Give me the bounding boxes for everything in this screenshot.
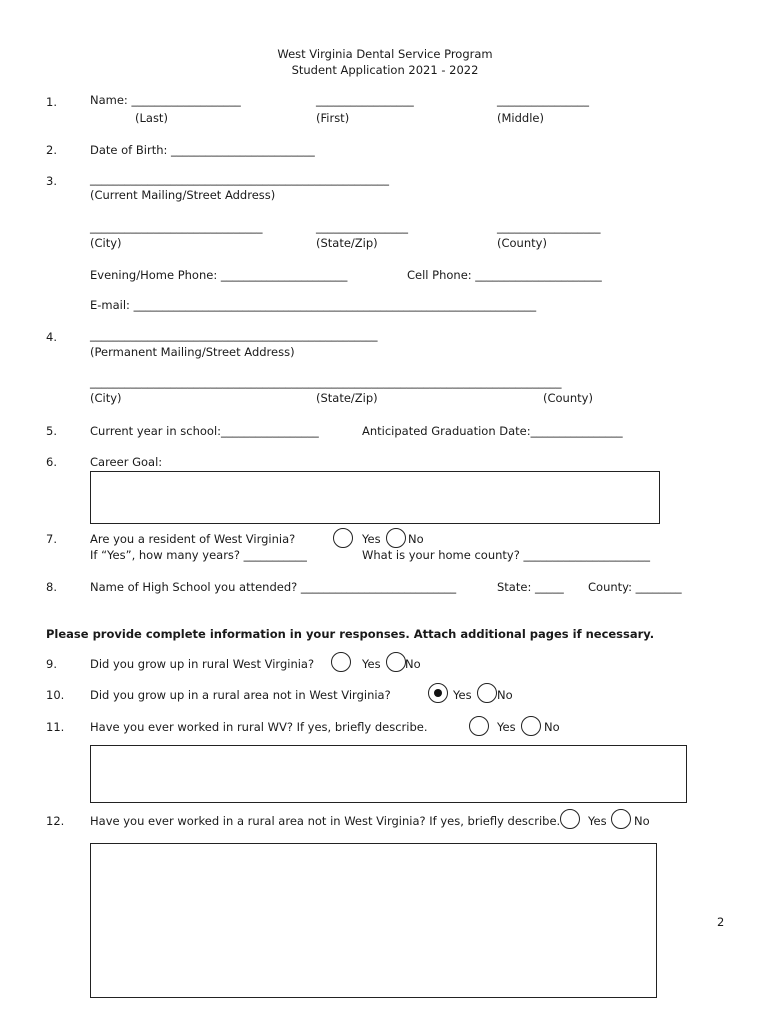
q9-number: 9. xyxy=(46,657,57,671)
form-subtitle: Student Application 2021 - 2022 xyxy=(291,63,479,77)
q10-yes-radio[interactable] xyxy=(428,683,448,703)
q12-no-label: No xyxy=(634,814,650,828)
high-school-field[interactable]: Name of High School you attended? ___________________________ xyxy=(90,580,457,594)
q7-no-label: No xyxy=(408,532,424,546)
current-city-caption: (City) xyxy=(90,236,122,250)
q7-yes-label: Yes xyxy=(362,532,381,546)
current-year-field[interactable]: Current year in school:_________________ xyxy=(90,424,319,438)
permanent-city-caption: (City) xyxy=(90,391,122,405)
current-county-field[interactable]: __________________ xyxy=(497,220,601,234)
current-state-caption: (State/Zip) xyxy=(316,236,378,250)
q11-yes-radio[interactable] xyxy=(469,716,489,736)
q7-no-radio[interactable] xyxy=(386,528,406,548)
q12-yes-label: Yes xyxy=(588,814,607,828)
q3-number: 3. xyxy=(46,174,57,188)
permanent-city-state-county-field[interactable]: __________________________________________________________________________________ xyxy=(90,375,562,389)
q9-yes-label: Yes xyxy=(362,657,381,671)
q7-question: Are you a resident of West Virginia? xyxy=(90,532,296,546)
q10-no-radio[interactable] xyxy=(477,683,497,703)
permanent-address-caption: (Permanent Mailing/Street Address) xyxy=(90,345,295,359)
q4-number: 4. xyxy=(46,330,57,344)
last-name-field[interactable]: Name: ___________________ xyxy=(90,93,241,107)
q12-no-radio[interactable] xyxy=(611,809,631,829)
high-school-county-field[interactable]: County: ________ xyxy=(588,580,682,594)
residency-years-field[interactable]: If “Yes”, how many years? ___________ xyxy=(90,548,307,562)
last-name-caption: (Last) xyxy=(135,111,168,125)
home-phone-field[interactable]: Evening/Home Phone: ______________________ xyxy=(90,268,348,282)
q9-yes-radio[interactable] xyxy=(331,652,351,672)
career-goal-textarea[interactable] xyxy=(90,471,660,524)
page-number: 2 xyxy=(717,915,725,929)
permanent-county-caption: (County) xyxy=(543,391,593,405)
q12-number: 12. xyxy=(46,814,65,828)
rural-wv-work-textarea[interactable] xyxy=(90,745,687,803)
rural-non-wv-work-textarea[interactable] xyxy=(90,843,657,998)
permanent-state-caption: (State/Zip) xyxy=(316,391,378,405)
q11-yes-label: Yes xyxy=(497,720,516,734)
q10-yes-label: Yes xyxy=(453,688,472,702)
q9-no-radio[interactable] xyxy=(386,652,406,672)
form-title: West Virginia Dental Service Program xyxy=(277,47,493,61)
date-of-birth-field[interactable]: Date of Birth: _________________________ xyxy=(90,143,315,157)
q9-no-label: No xyxy=(405,657,421,671)
q8-number: 8. xyxy=(46,580,57,594)
q6-number: 6. xyxy=(46,455,57,469)
q9-question: Did you grow up in rural West Virginia? xyxy=(90,657,315,671)
q10-question: Did you grow up in a rural area not in West Virginia? xyxy=(90,688,391,702)
instructions-text: Please provide complete information in your responses. Attach additional pages if necessary. xyxy=(46,627,655,641)
current-county-caption: (County) xyxy=(497,236,547,250)
q11-number: 11. xyxy=(46,720,65,734)
q7-number: 7. xyxy=(46,532,57,546)
middle-name-field[interactable]: ________________ xyxy=(497,93,589,107)
graduation-date-field[interactable]: Anticipated Graduation Date:________________ xyxy=(362,424,623,438)
q11-no-radio[interactable] xyxy=(521,716,541,736)
q5-number: 5. xyxy=(46,424,57,438)
high-school-state-field[interactable]: State: _____ xyxy=(497,580,564,594)
q11-question: Have you ever worked in rural WV? If yes, briefly describe. xyxy=(90,720,428,734)
q10-no-label: No xyxy=(497,688,513,702)
career-goal-label: Career Goal: xyxy=(90,455,163,469)
home-county-field[interactable]: What is your home county? ______________________ xyxy=(362,548,650,562)
cell-phone-field[interactable]: Cell Phone: ______________________ xyxy=(407,268,602,282)
q11-no-label: No xyxy=(544,720,560,734)
current-city-field[interactable]: ______________________________ xyxy=(90,220,263,234)
q12-yes-radio[interactable] xyxy=(560,809,580,829)
first-name-field[interactable]: _________________ xyxy=(316,93,414,107)
q10-number: 10. xyxy=(46,688,65,702)
q1-number: 1. xyxy=(46,95,57,109)
first-name-caption: (First) xyxy=(316,111,350,125)
permanent-address-field[interactable]: __________________________________________________ xyxy=(90,328,378,342)
current-address-caption: (Current Mailing/Street Address) xyxy=(90,188,276,202)
email-field[interactable]: E-mail: ______________________________________________________________________ xyxy=(90,298,537,312)
middle-name-caption: (Middle) xyxy=(497,111,544,125)
current-address-field[interactable]: ____________________________________________________ xyxy=(90,172,389,186)
q12-question: Have you ever worked in a rural area not in West Virginia? If yes, briefly describe. xyxy=(90,814,561,828)
q7-yes-radio[interactable] xyxy=(333,528,353,548)
q2-number: 2. xyxy=(46,143,57,157)
current-state-field[interactable]: ________________ xyxy=(316,220,408,234)
